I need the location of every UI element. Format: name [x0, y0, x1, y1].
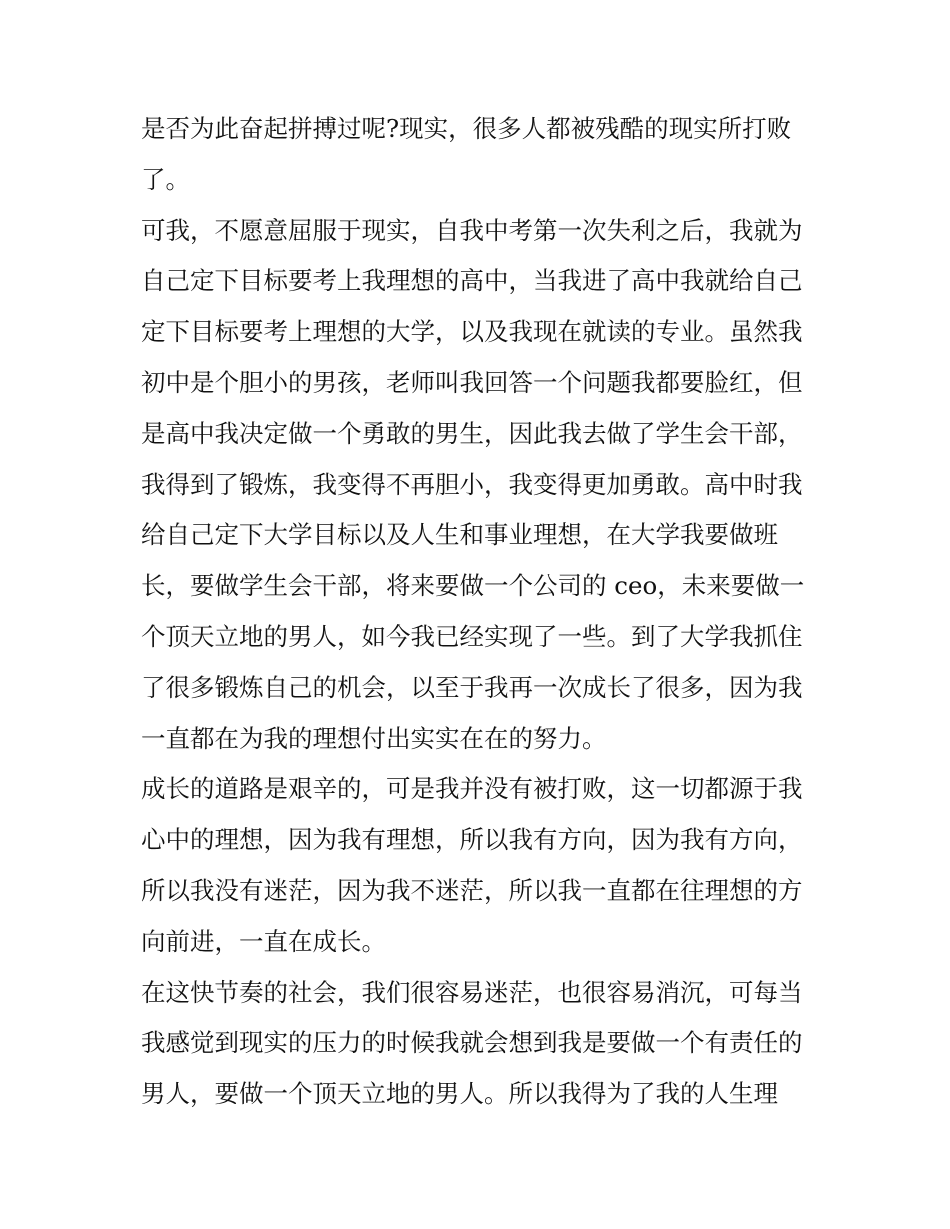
text-line: 我得到了锻炼，我变得不再胆小，我变得更加勇敢。高中时我	[141, 469, 803, 499]
text-line: 男人，要做一个顶天立地的男人。所以我得为了我的人生理	[141, 1079, 778, 1109]
text-line: 所以我没有迷茫，因为我不迷茫，所以我一直都在往理想的方	[141, 875, 803, 905]
text-line: 定下目标要考上理想的大学，以及我现在就读的专业。虽然我	[141, 317, 803, 347]
text-line: 心中的理想，因为我有理想，所以我有方向，因为我有方向，	[141, 825, 803, 855]
text-line: 长，要做学生会干部，将来要做一个公司的 ceo，未来要做一	[141, 571, 805, 601]
text-line: 一直都在为我的理想付出实实在在的努力。	[141, 723, 607, 753]
text-line: 在这快节奏的社会，我们很容易迷茫，也很容易消沉，可每当	[141, 977, 803, 1007]
text-line: 给自己定下大学目标以及人生和事业理想，在大学我要做班	[141, 520, 778, 550]
text-line: 我感觉到现实的压力的时候我就会想到我是要做一个有责任的	[141, 1028, 803, 1058]
text-line: 初中是个胆小的男孩，老师叫我回答一个问题我都要脸红，但	[141, 367, 803, 397]
text-line: 了很多锻炼自己的机会，以至于我再一次成长了很多，因为我	[141, 672, 803, 702]
text-line: 个顶天立地的男人，如今我已经实现了一些。到了大学我抓住	[141, 621, 803, 651]
text-line: 了。	[141, 164, 190, 194]
text-line: 自己定下目标要考上我理想的高中，当我进了高中我就给自己	[141, 266, 803, 296]
text-line: 成长的道路是艰辛的，可是我并没有被打败，这一切都源于我	[141, 774, 803, 804]
text-line: 是高中我决定做一个勇敢的男生，因此我去做了学生会干部，	[141, 418, 803, 448]
text-line: 是否为此奋起拼搏过呢?现实，很多人都被残酷的现实所打败	[141, 114, 792, 143]
text-line: 可我，不愿意屈服于现实，自我中考第一次失利之后，我就为	[141, 215, 803, 245]
body-text	[141, 104, 821, 1120]
text-line: 向前进，一直在成长。	[141, 926, 386, 956]
